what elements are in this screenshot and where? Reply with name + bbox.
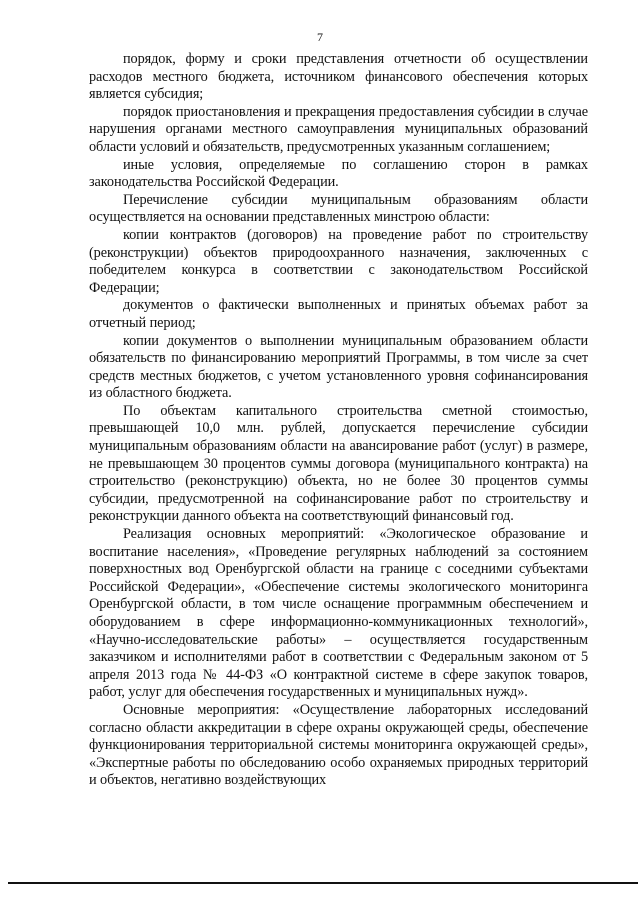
paragraph: Основные мероприятия: «Осуществление лабораторных исследований согласно области аккредитации в сфере охраны окружающей среды, обеспечение функционирования территориальной системы мониторинга окружающей среды», «Экспертные работы по обследованию особо охраняемых природных территорий и объектов, негативно воздействующих: [89, 701, 588, 789]
document-body: [89, 51, 588, 790]
footer-rule: [8, 882, 638, 884]
paragraph: По объектам капитального строительства сметной стоимостью, превышающей 10,0 млн. рублей, допускается перечисление субсидии муниципальным образованиям области на авансирование работ (услуг) в размере, не превышающем 30 процентов суммы договора (муниципального контракта) на строительство (реконструкцию) объекта, но не более 30 процентов суммы субсидии, предусмотренной на софинансирование работ по строительству и реконструкции данного объекта на соответствующий финансовый год.: [89, 402, 588, 525]
paragraph: копии документов о выполнении муниципальным образованием области обязательств по финансированию мероприятий Программы, в том числе за счет средств местных бюджетов, с учетом установленного уровня софинансирования из областного бюджета.: [89, 332, 588, 402]
paragraph: копии контрактов (договоров) на проведение работ по строительству (реконструкции) объектов природоохранного назначения, заключенных с победителем конкурса в соответствии с законодательством Российской Федерации;: [89, 226, 588, 296]
paragraph: Реализация основных мероприятий: «Экологическое образование и воспитание населения», «Проведение регулярных наблюдений за состоянием поверхностных вод Оренбургской области на границе с соседними субъектами Российской Федерации», «Обеспечение системы экологического мониторинга Оренбургской области, в том числе оснащение программным обеспечением и оборудованием в сфере информационно-коммуникационных технологий», «Научно-исследовательские работы» – осуществляется государственным заказчиком и исполнителями работ в соответствии с Федеральным законом от 5 апреля 2013 года № 44-ФЗ «О контрактной системе в сфере закупок товаров, работ, услуг для обеспечения государственных и муниципальных нужд».: [89, 526, 588, 701]
page-number: 7: [317, 30, 323, 44]
paragraph: документов о фактически выполненных и принятых объемах работ за отчетный период;: [89, 297, 588, 331]
paragraph: порядок, форму и сроки представления отчетности об осуществлении расходов местного бюджета, источником финансового обеспечения которых является субсидия;: [89, 51, 588, 103]
paragraph: иные условия, определяемые по соглашению сторон в рамках законодательства Российской Федерации.: [89, 156, 588, 191]
paragraph: порядок приостановления и прекращения предоставления субсидии в случае нарушения органами местного самоуправления муниципальных образований области условий и обязательств, предусмотренных указанным соглашением;: [89, 103, 588, 155]
paragraph: Перечисление субсидии муниципальным образованиям области осуществляется на основании представленных минстрою области:: [89, 191, 588, 226]
